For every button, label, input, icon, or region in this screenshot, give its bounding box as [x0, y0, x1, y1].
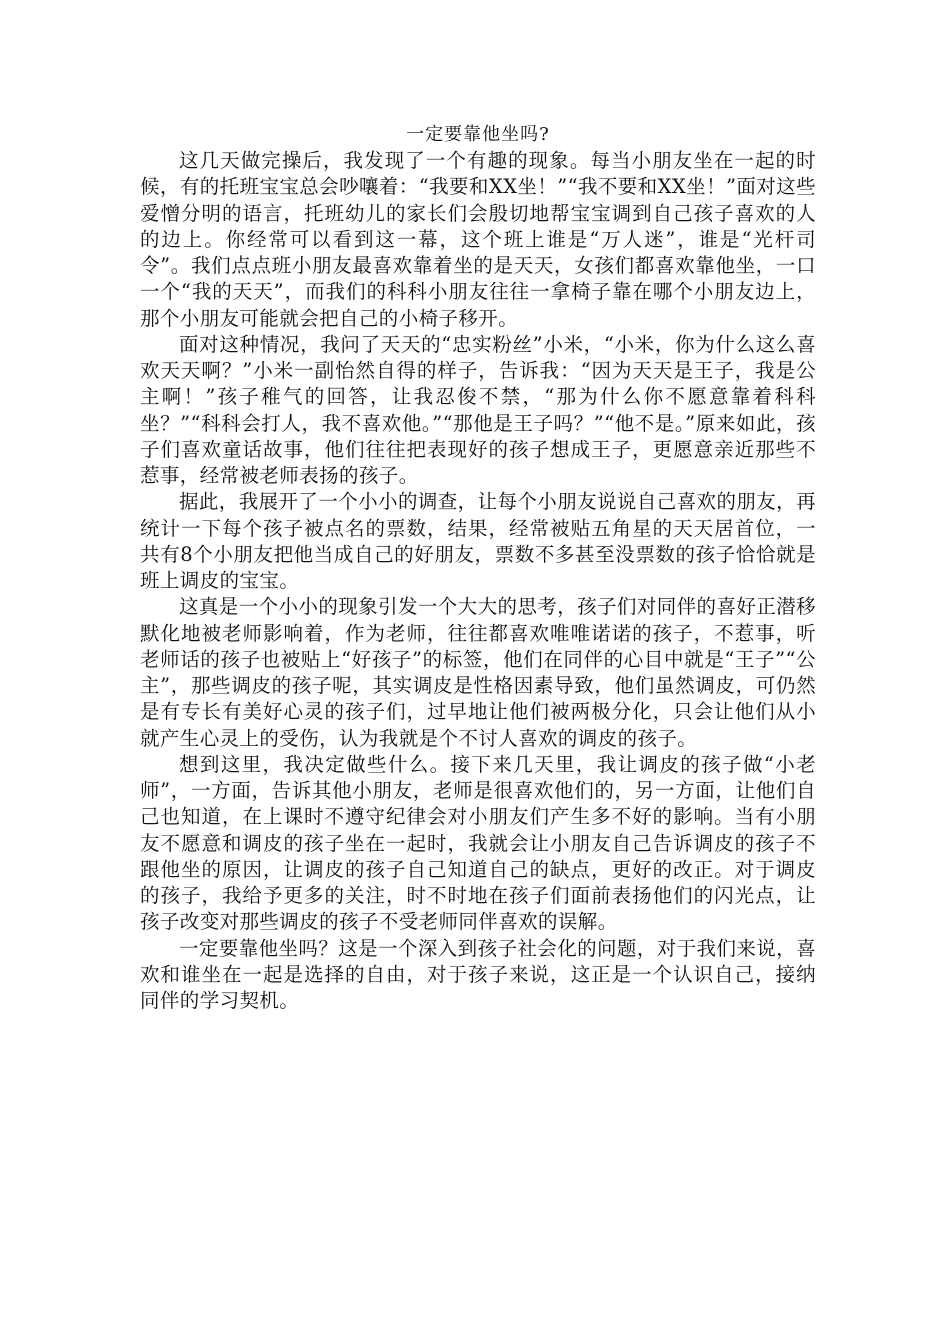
document-title: 一定要靠他坐吗?	[406, 124, 550, 145]
document-body	[140, 148, 816, 1014]
paragraph-5: 想到这里，我决定做些什么。接下来几天里，我让调皮的孩子做“小老师”，一方面，告诉其他小朋友，老师是很喜欢他们的，另一方面，让他们自己也知道，在上课时不遵守纪律会对小朋友们产生多不好的影响。当有小朋友不愿意和调皮的孩子坐在一起时，我就会让小朋友自己告诉调皮的孩子不跟他坐的原因，让调皮的孩子自己知道自己的缺点，更好的改正。对于调皮的孩子，我给予更多的关注，时不时地在孩子们面前表扬他们的闪光点，让孩子改变对那些调皮的孩子不受老师同伴喜欢的误解。	[140, 752, 816, 934]
paragraph-4: 这真是一个小小的现象引发一个大大的思考，孩子们对同伴的喜好正潜移默化地被老师影响着，作为老师，往往都喜欢唯唯诺诺的孩子，不惹事，听老师话的孩子也被贴上“好孩子”的标签，他们在同伴的心目中就是“王子”“公主”，那些调皮的孩子呢，其实调皮是性格因素导致，他们虽然调皮，可仍然是有专长有美好心灵的孩子们，过早地让他们被两极分化，只会让他们从小就产生心灵上的受伤，认为我就是个不讨人喜欢的调皮的孩子。	[140, 595, 816, 750]
document-page	[140, 0, 816, 1344]
paragraph-2: 面对这种情况，我问了天天的“忠实粉丝”小米，“小米，你为什么这么喜欢天天啊？”小米一副怡然自得的样子，告诉我：“因为天天是王子，我是公主啊！”孩子稚气的回答，让我忍俊不禁，“那为什么你不愿意靠着科科坐？”“科科会打人，我不喜欢他。”“那他是王子吗？”“他不是。”原来如此，孩子们喜欢童话故事，他们往往把表现好的孩子想成王子，更愿意亲近那些不惹事，经常被老师表扬的孩子。	[140, 332, 816, 487]
paragraph-1: 这几天做完操后，我发现了一个有趣的现象。每当小朋友坐在一起的时候，有的托班宝宝总会吵嚷着：“我要和XX坐！”“我不要和XX坐！”面对这些爱憎分明的语言，托班幼儿的家长们会殷切地帮宝宝调到自己孩子喜欢的人的边上。你经常可以看到这一幕，这个班上谁是“万人迷”，谁是“光杆司令”。我们点点班小朋友最喜欢靠着坐的是天天，女孩们都喜欢靠他坐，一口一个“我的天天”，而我们的科科小朋友往往一拿椅子靠在哪个小朋友边上，那个小朋友可能就会把自己的小椅子移开。	[140, 149, 816, 330]
paragraph-6: 一定要靠他坐吗？这是一个深入到孩子社会化的问题，对于我们来说，喜欢和谁坐在一起是选择的自由，对于孩子来说，这正是一个认识自己，接纳同伴的学习契机。	[140, 936, 816, 1012]
paragraph-3: 据此，我展开了一个小小的调查，让每个小朋友说说自己喜欢的朋友，再统计一下每个孩子被点名的票数，结果，经常被贴五角星的天天居首位，一共有8个小朋友把他当成自己的好朋友，票数不多甚至没票数的孩子恰恰就是班上调皮的宝宝。	[140, 490, 816, 592]
